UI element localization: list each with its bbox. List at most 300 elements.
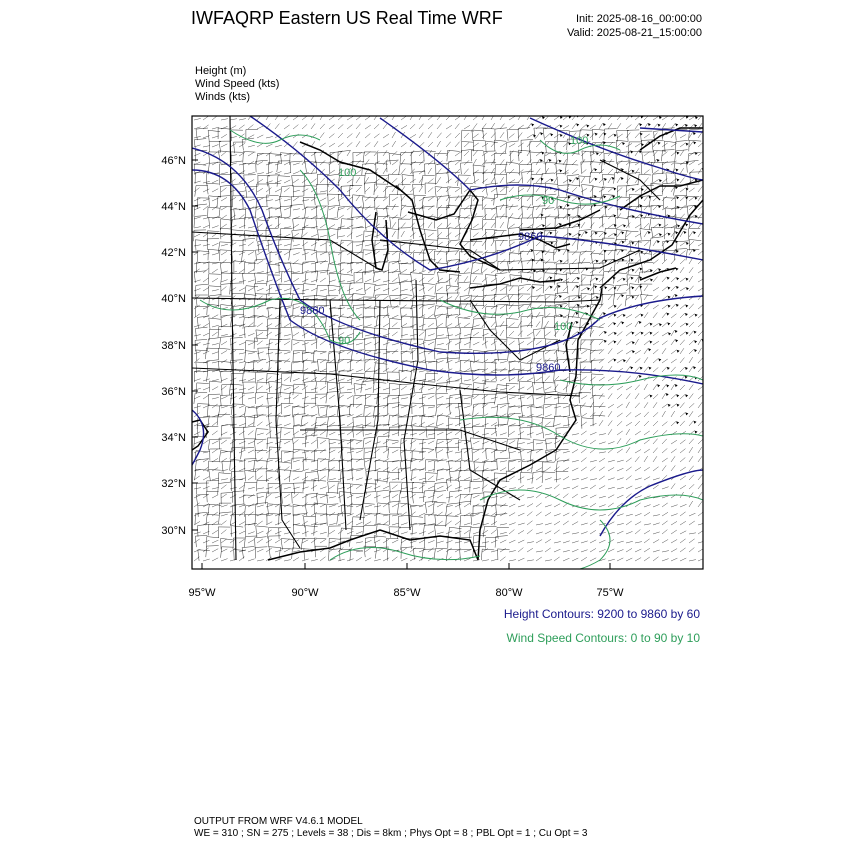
wind-barb (311, 405, 317, 408)
wind-barb (347, 125, 352, 129)
wind-barb (329, 187, 334, 192)
wind-barb-flag (632, 188, 635, 191)
wind-barb (347, 296, 352, 300)
wind-barb (221, 413, 227, 417)
wind-barb (356, 187, 361, 192)
wind-barb-flag (559, 160, 562, 163)
wind-barb (500, 461, 507, 462)
wind-barb (266, 539, 272, 543)
county-line (232, 240, 245, 251)
wind-barb (320, 289, 327, 291)
county-line (521, 218, 533, 229)
wind-barb (374, 288, 380, 291)
wind-barb (383, 168, 387, 174)
wind-barb (356, 542, 363, 543)
wind-barb (572, 394, 577, 399)
wind-barb (599, 214, 604, 219)
wind-barb (365, 335, 372, 337)
wind-barb (473, 560, 480, 561)
wind-barb-flag (560, 305, 563, 308)
wind-barb (671, 206, 677, 210)
wind-barb (392, 332, 398, 336)
wind-barb (239, 450, 245, 453)
county-line (304, 403, 316, 414)
county-line (220, 164, 232, 175)
county-line (243, 372, 256, 383)
wind-barb (365, 433, 372, 435)
wind-barb (689, 560, 696, 561)
wind-barb (572, 123, 576, 129)
wind-barb (257, 414, 263, 417)
wind-barb (599, 232, 604, 237)
wind-barb (635, 413, 641, 417)
wind-barb (572, 321, 576, 327)
wind-barb (671, 530, 677, 534)
wind-barb (581, 512, 587, 516)
wind-barb (446, 125, 452, 129)
wind-barb (428, 450, 434, 454)
wind-barb (428, 540, 435, 543)
county-line (305, 435, 317, 447)
wind-barb (518, 495, 524, 498)
county-line (303, 360, 316, 371)
county-line (195, 535, 207, 547)
wind-barb (275, 278, 281, 282)
wind-barb (428, 434, 435, 435)
wind-barb (563, 476, 569, 480)
county-line (364, 448, 376, 459)
wind-barb (239, 395, 245, 399)
wind-barb (563, 558, 569, 561)
wind-barb (203, 343, 210, 345)
wind-barb (473, 233, 479, 237)
county-line (663, 198, 675, 209)
wind-barb (491, 214, 495, 219)
county-line (421, 416, 434, 427)
county-line (568, 226, 580, 238)
county-line (266, 471, 278, 482)
wind-barb (383, 124, 387, 130)
county-line (314, 503, 326, 514)
county-line (245, 286, 258, 297)
county-line (328, 526, 341, 537)
county-line (496, 494, 508, 505)
wind-barb (311, 234, 318, 237)
wind-barb-flag (576, 123, 579, 126)
county-line (496, 385, 509, 396)
wind-barb (329, 541, 336, 543)
wind-barb (635, 358, 640, 363)
county-line (625, 295, 639, 306)
wind-barb-flag (604, 331, 607, 334)
wind-barb (302, 271, 309, 274)
wind-barb (212, 278, 218, 282)
wind-barb (437, 287, 443, 291)
wind-barb (491, 369, 497, 372)
wind-barb (482, 251, 488, 255)
wind-barb-flag (675, 231, 678, 234)
wind-barb (365, 306, 371, 309)
wind-barb (284, 162, 290, 165)
county-line (377, 153, 389, 164)
county-line (254, 439, 266, 451)
wind-barb (572, 250, 577, 255)
wind-barb (293, 469, 300, 471)
wind-barb (671, 411, 675, 417)
wind-barb (680, 485, 686, 489)
wind-barb (635, 321, 639, 327)
wind-barb (428, 142, 433, 147)
wind-barb (410, 124, 415, 129)
wind-barb (194, 503, 200, 507)
wind-barb (563, 513, 569, 516)
wind-barb (257, 396, 263, 399)
wind-barb (599, 420, 603, 426)
wind-barb (644, 279, 650, 283)
wind-barb (617, 187, 622, 192)
wind-barb (221, 378, 228, 381)
wind-barb (392, 132, 396, 138)
wind-barb (482, 449, 487, 454)
wind-barb (194, 532, 201, 534)
wind-barb (347, 134, 352, 139)
wind-barb-flag (623, 314, 626, 317)
wind-barb (491, 269, 497, 273)
wind-barb (338, 512, 344, 516)
wind-barb (527, 504, 533, 508)
wind-barb (473, 134, 479, 138)
wind-barb (671, 322, 676, 327)
county-line (556, 471, 568, 482)
wind-barb (689, 152, 695, 156)
county-line (389, 194, 401, 205)
wind-barb (410, 334, 417, 336)
wind-barb (230, 288, 236, 292)
wind-barb-flag (587, 305, 590, 308)
wind-barb (590, 168, 594, 174)
county-line (244, 175, 256, 186)
wind-barb (401, 143, 407, 147)
county-line (533, 183, 546, 194)
wind-barb (500, 548, 506, 552)
wind-barb (203, 387, 210, 390)
wind-barb (419, 170, 425, 174)
wind-barb (572, 558, 578, 561)
wind-barb (473, 159, 477, 165)
wind-barb-flag (695, 215, 698, 218)
wind-barb (293, 386, 299, 390)
wind-barb (500, 495, 506, 498)
wind-barb (266, 530, 272, 534)
wind-barb (626, 458, 632, 462)
wind-barb (212, 495, 218, 498)
wind-barb (689, 141, 693, 147)
wind-barb (302, 405, 309, 408)
wind-barb (347, 478, 354, 480)
wind-barb (581, 458, 587, 462)
wind-barb (626, 541, 633, 543)
county-line (256, 372, 268, 384)
wind-barb (572, 468, 578, 471)
wind-barb (653, 233, 659, 237)
county-line (422, 382, 435, 393)
wind-barb (635, 240, 639, 246)
county-line (446, 503, 460, 515)
wind-barb-flag (640, 133, 643, 136)
wind-barb (680, 135, 686, 139)
county-line (578, 348, 590, 359)
wind-barb (473, 450, 479, 453)
wind-barb (599, 268, 604, 273)
wind-barb (572, 277, 577, 282)
wind-barb (644, 241, 649, 246)
county-line (353, 427, 365, 438)
wind-barb (293, 125, 298, 129)
wind-barb-flag (704, 386, 707, 389)
wind-barb (284, 405, 290, 408)
county-line (590, 326, 603, 337)
wind-barb (662, 551, 669, 552)
wind-barb (401, 406, 408, 408)
wind-barb-flag (676, 196, 679, 199)
wind-barb (257, 549, 263, 552)
wind-barb (464, 215, 470, 219)
wind-barb (572, 304, 577, 309)
wind-barb (653, 448, 658, 453)
wind-barbs (194, 114, 707, 561)
wind-barb (554, 504, 560, 507)
wind-barb (662, 277, 667, 282)
wind-barb (536, 524, 543, 525)
wind-barb (608, 305, 614, 309)
county-line (255, 392, 267, 404)
wind-barb (221, 559, 228, 561)
wind-barb (212, 243, 218, 246)
wind-barb (527, 259, 531, 264)
wind-barb (599, 385, 604, 390)
wind-barb (626, 350, 632, 354)
wind-barb (464, 206, 469, 211)
wind-barb (410, 270, 416, 274)
wind-barb (464, 133, 469, 138)
wind-barb (500, 540, 506, 543)
wind-barb (329, 197, 335, 201)
county-line (195, 469, 209, 480)
county-line (614, 172, 627, 184)
wind-barb (491, 422, 497, 426)
wind-barb (347, 280, 354, 282)
wind-barb (293, 505, 300, 507)
wind-barb (671, 483, 675, 489)
wind-barb (365, 287, 371, 291)
wind-barb (617, 249, 621, 255)
county-line (532, 382, 544, 393)
wind-barb (275, 171, 282, 174)
wind-barb-flag (640, 214, 643, 217)
wind-barb-flag (659, 179, 662, 182)
wind-barb-flag (658, 224, 661, 227)
wind-barb (572, 449, 578, 453)
wind-barb (329, 485, 335, 489)
wind-barb (518, 443, 525, 445)
wind-barb (347, 378, 353, 381)
county-line (243, 163, 255, 174)
wind-barb (473, 295, 478, 300)
wind-barb (590, 521, 596, 525)
wind-barb-flag (594, 204, 597, 207)
wind-barb-flag (658, 358, 661, 361)
wind-barb (239, 191, 246, 192)
wind-barb (347, 514, 354, 516)
wind-barb (410, 433, 417, 435)
county-line (352, 469, 364, 481)
wind-barb (509, 331, 514, 336)
wind-barb-flag (603, 195, 606, 198)
wind-barb (446, 278, 452, 282)
county-line (602, 175, 614, 186)
wind-barb (572, 177, 576, 183)
wind-barb (392, 169, 397, 174)
wind-barb (653, 260, 658, 264)
wind-barb (653, 349, 658, 354)
wind-barb (491, 142, 496, 147)
wind-barb-flag (614, 134, 617, 137)
county-line (483, 173, 495, 184)
wind-barb (266, 360, 272, 363)
wind-barb (527, 186, 531, 192)
wind-barb (455, 124, 459, 129)
wind-barb (491, 530, 497, 534)
wind-barb (302, 531, 309, 534)
wind-barb-flag (659, 323, 662, 326)
wind-barb (617, 514, 624, 516)
county-line (494, 451, 506, 462)
wind-barb-flag (531, 123, 534, 126)
county-line (219, 141, 231, 152)
map-title: IWFAQRP Eastern US Real Time WRF (191, 8, 503, 28)
wind-barb-flag (685, 196, 688, 199)
wind-barb (581, 359, 587, 363)
longitude-labels (188, 587, 624, 599)
wind-barb (293, 272, 300, 274)
wind-barb (464, 397, 471, 399)
wind-barb (464, 268, 469, 273)
wind-barb (356, 370, 363, 373)
county-line (593, 395, 605, 406)
county-line (222, 385, 234, 396)
wind-barb (437, 432, 443, 435)
wind-barb (536, 341, 542, 345)
county-line (617, 131, 629, 142)
county-line (566, 273, 578, 284)
county-line (399, 370, 411, 381)
county-line (270, 427, 282, 438)
wind-barb (581, 532, 588, 534)
wind-barb (581, 222, 585, 228)
county-line (340, 382, 352, 393)
wind-barb (590, 460, 597, 462)
wind-barb (392, 350, 397, 355)
wind-barb (464, 406, 471, 408)
county-line (305, 472, 318, 484)
wind-barb (455, 487, 462, 490)
wind-barb (392, 397, 399, 399)
wind-barb (437, 133, 442, 138)
county-line (218, 326, 231, 337)
wind-barb (383, 404, 389, 408)
wind-barb (563, 196, 568, 201)
wind-barb-flag (585, 231, 588, 234)
county-line (219, 473, 231, 484)
wind-barb (356, 234, 363, 237)
wind-barb (572, 486, 578, 489)
wind-barb (455, 521, 461, 525)
wind-barb (698, 402, 702, 408)
wind-barb (608, 224, 614, 228)
wind-barb (572, 533, 579, 534)
wind-barb-flag (587, 287, 590, 290)
wind-barb (527, 548, 533, 552)
wind-barb-flag (559, 295, 562, 298)
county-line (282, 484, 294, 495)
wind-barb (590, 540, 596, 543)
wind-barb-flag (676, 421, 679, 424)
latitude-label: 32°N (161, 478, 186, 490)
wind-barb (626, 402, 630, 408)
wind-barb (230, 305, 236, 309)
wind-barb (293, 440, 298, 444)
wind-barb (491, 478, 498, 480)
county-line (602, 216, 614, 227)
wind-barb (212, 379, 219, 381)
county-line (388, 403, 400, 415)
wind-barb (581, 396, 587, 400)
wind-barb (320, 468, 326, 471)
wind-barb-flag (623, 278, 626, 281)
wind-barb (455, 531, 461, 534)
wind-barb (311, 362, 318, 363)
wind-barb (491, 177, 495, 183)
wind-barb-flag (659, 233, 662, 236)
wind-barb (590, 377, 596, 381)
wind-barb (383, 539, 389, 543)
wind-barb (590, 412, 595, 417)
wind-barb (689, 447, 693, 453)
wind-barb (446, 432, 452, 435)
county-line (281, 428, 294, 439)
wind-barb (563, 179, 569, 183)
wind-barb (248, 270, 254, 274)
wind-barb (437, 242, 443, 246)
wind-barb (536, 312, 540, 318)
wind-barb (428, 314, 434, 318)
wind-barb (635, 168, 639, 174)
wind-barb (203, 253, 210, 255)
wind-barb (356, 450, 363, 453)
wind-barb (257, 323, 263, 327)
wind-barb (500, 378, 506, 381)
wind-barb (617, 142, 622, 147)
county-line (218, 128, 230, 139)
county-line (352, 517, 365, 528)
wind-barb-flag (677, 404, 680, 407)
county-line (327, 264, 340, 275)
wind-barb (347, 179, 353, 183)
wind-barb (590, 222, 594, 228)
county-line (460, 515, 473, 526)
county-line (277, 161, 291, 172)
wind-barb (356, 141, 360, 147)
